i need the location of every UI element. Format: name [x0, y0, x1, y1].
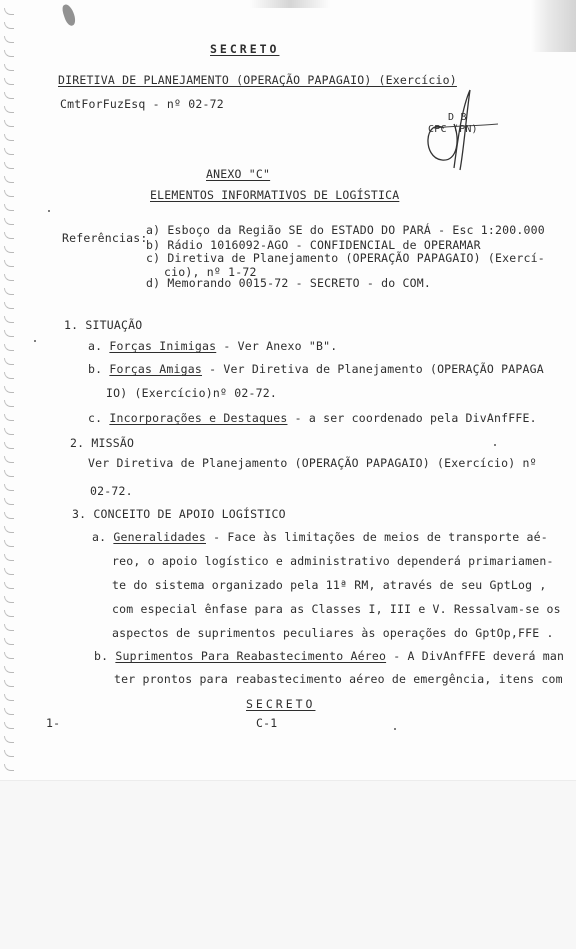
- scan-shadow: [530, 0, 576, 52]
- section-3a-line: aspectos de suprimentos peculiares às operações do GptOp,FFE .: [112, 626, 554, 640]
- binding-ring: [4, 260, 14, 267]
- binding-ring: [4, 596, 14, 603]
- binding-ring: [4, 246, 14, 253]
- binding-ring: [4, 638, 14, 645]
- reference-item: cio), nº 1-72: [164, 265, 257, 279]
- binding-ring: [4, 414, 14, 421]
- section-3b: b. Suprimentos Para Reabastecimento Aéreo - A DivAnfFFE deverá man: [94, 649, 565, 663]
- section-1-heading: 1. SITUAÇÃO: [64, 318, 143, 332]
- blank-lower-sheet: [0, 780, 576, 949]
- section-2-heading: 2. MISSÃO: [70, 436, 135, 450]
- binding-ring: [4, 204, 14, 211]
- binding-ring: [4, 442, 14, 449]
- stamp-line-2: CPC (PN): [428, 124, 478, 135]
- binding-ring: [4, 554, 14, 561]
- section-3a-line: com especial ênfase para as Classes I, III e V. Ressalvam-se os: [112, 602, 561, 616]
- binding-ring: [4, 232, 14, 239]
- binding-ring: [4, 624, 14, 631]
- reference-item: a) Esboço da Região SE do ESTADO DO PARÁ - Esc 1:200.000: [146, 223, 545, 237]
- binding-ring: [4, 694, 14, 701]
- binding-ring: [4, 302, 14, 309]
- reference-item: c) Diretiva de Planejamento (OPERAÇÃO PAPAGAIO) (Exercí-: [146, 251, 545, 265]
- binding-ring: [4, 764, 14, 771]
- binding-ring: [4, 400, 14, 407]
- binding-ring: [4, 162, 14, 169]
- stamp-line-1: D B: [448, 112, 467, 123]
- section-3b-continued: ter prontos para reabastecimento aéreo de emergência, itens com: [114, 672, 563, 686]
- section-1b-title: Forças Amigas: [109, 362, 202, 376]
- binding-ring: [4, 64, 14, 71]
- section-1b-continued: IO) (Exercício)nº 02-72.: [106, 386, 277, 400]
- binding-ring: [4, 568, 14, 575]
- section-3-heading: 3. CONCEITO DE APOIO LOGÍSTICO: [72, 507, 286, 521]
- stray-mark: [48, 210, 50, 212]
- binding-ring: [4, 92, 14, 99]
- binding-ring: [4, 288, 14, 295]
- page-number: C-1: [256, 716, 278, 730]
- section-1c-title: Incorporações e Destaques: [109, 411, 288, 425]
- margin-mark: 1-: [46, 716, 61, 730]
- reference-item: d) Memorando 0015-72 - SECRETO - do COM.: [146, 276, 431, 290]
- binding-ring: [4, 218, 14, 225]
- binding-ring: [4, 736, 14, 743]
- binding-ring: [4, 358, 14, 365]
- binding-ring: [4, 120, 14, 127]
- binding-ring: [4, 470, 14, 477]
- section-3a-title: Generalidades: [113, 530, 206, 544]
- binding-ring: [4, 540, 14, 547]
- annex-title: ELEMENTOS INFORMATIVOS DE LOGÍSTICA: [150, 188, 400, 202]
- section-3a-line: reo, o apoio logístico e administrativo dependerá primariamen-: [112, 554, 554, 568]
- binding-ring: [4, 106, 14, 113]
- binding-ring: [4, 22, 14, 29]
- stray-mark: [394, 728, 396, 730]
- binding-ring: [4, 456, 14, 463]
- binding-ring: [4, 78, 14, 85]
- binding-ring: [4, 190, 14, 197]
- binding-ring: [4, 428, 14, 435]
- binding-ring: [4, 498, 14, 505]
- section-3b-title: Suprimentos Para Reabastecimento Aéreo: [115, 649, 387, 663]
- section-1c: c. Incorporações e Destaques - a ser coordenado pela DivAnfFFE.: [88, 411, 537, 425]
- spiral-binding: [2, 0, 18, 780]
- section-3a-line: te do sistema organizado pela 11ª RM, através de seu GptLog ,: [112, 578, 547, 592]
- binding-ring: [4, 344, 14, 351]
- binding-ring: [4, 512, 14, 519]
- section-1a-title: Forças Inimigas: [109, 339, 217, 353]
- classification-footer: SECRETO: [246, 697, 316, 711]
- binding-ring: [4, 50, 14, 57]
- binding-ring: [4, 316, 14, 323]
- reference-item: b) Rádio 1016092-AGO - CONFIDENCIAL de OPERAMAR: [146, 238, 481, 252]
- binding-ring: [4, 134, 14, 141]
- binding-ring: [4, 330, 14, 337]
- binding-ring: [4, 708, 14, 715]
- scan-artifact: [250, 0, 330, 8]
- binding-ring: [4, 484, 14, 491]
- binding-ring: [4, 176, 14, 183]
- stray-mark: [494, 444, 496, 446]
- binding-ring: [4, 722, 14, 729]
- section-1a: a. Forças Inimigas - Ver Anexo "B".: [88, 339, 338, 353]
- binding-ring: [4, 750, 14, 757]
- annex-label: ANEXO "C": [206, 167, 271, 181]
- directive-title: DIRETIVA DE PLANEJAMENTO (OPERAÇÃO PAPAGAIO) (Exercício): [58, 73, 457, 87]
- section-2-text-continued: 02-72.: [90, 484, 133, 498]
- binding-ring: [4, 274, 14, 281]
- binding-ring: [4, 666, 14, 673]
- binding-ring: [4, 680, 14, 687]
- binding-ring: [4, 582, 14, 589]
- section-3a: a. Generalidades - Face às limitações de meios de transporte aé-: [92, 530, 548, 544]
- references-label: Referências:: [62, 231, 148, 245]
- binding-ring: [4, 652, 14, 659]
- section-2-text: Ver Diretiva de Planejamento (OPERAÇÃO PAPAGAIO) (Exercício) nº: [88, 456, 537, 470]
- binding-ring: [4, 8, 14, 15]
- binding-ring: [4, 526, 14, 533]
- binding-ring: [4, 372, 14, 379]
- reference-number: CmtForFuzEsq - nº 02-72: [60, 97, 224, 111]
- section-1b: b. Forças Amigas - Ver Diretiva de Planejamento (OPERAÇÃO PAPAGA: [88, 362, 544, 376]
- binding-ring: [4, 386, 14, 393]
- ink-smudge: [61, 3, 77, 27]
- stray-mark: [34, 340, 36, 342]
- binding-ring: [4, 148, 14, 155]
- binding-ring: [4, 36, 14, 43]
- binding-ring: [4, 610, 14, 617]
- classification-header: SECRETO: [210, 42, 280, 56]
